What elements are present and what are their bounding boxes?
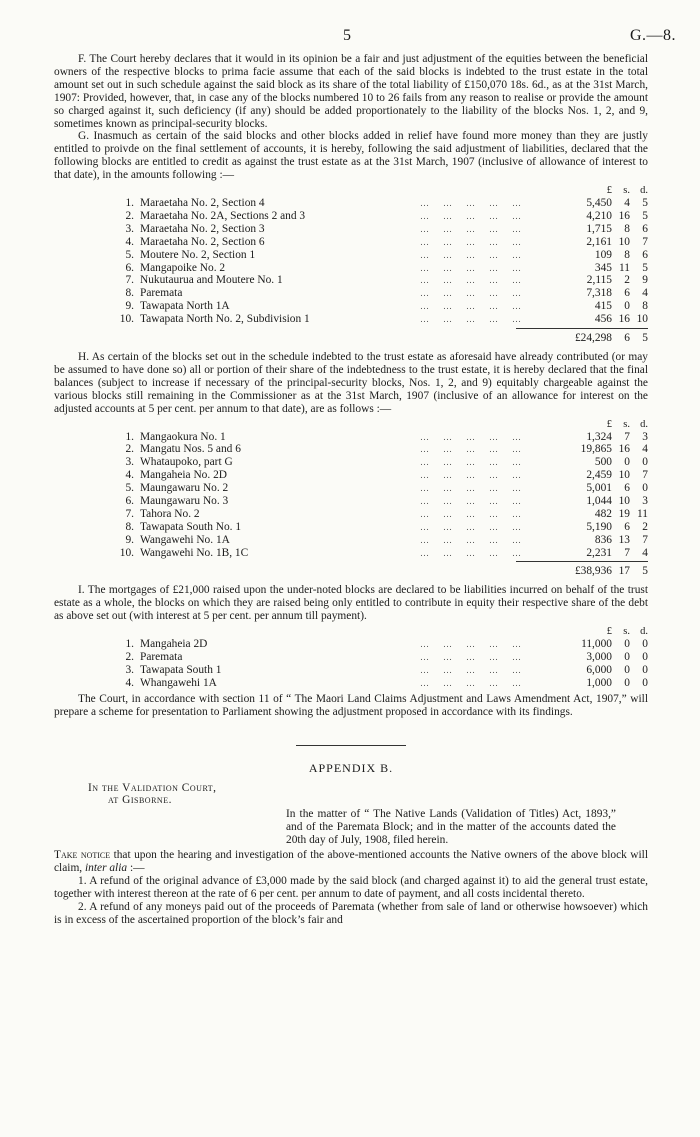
amount-shillings: 2 <box>624 274 630 287</box>
schedule-row <box>112 638 648 651</box>
amount <box>560 236 648 249</box>
section-divider <box>296 745 406 746</box>
leader-dots: …………… <box>420 444 535 455</box>
block-name: Tawapata North 1A <box>140 300 230 313</box>
amount <box>560 508 648 521</box>
amount-shillings: 10 <box>618 494 630 507</box>
claim-item-1: 1. A refund of the original advance of £3,000 made by the said block (and charged against it) to aid the general trust estate, together with interest thereon at the rate of 6 per cent. per annum to date of payment, and all costs incidental thereto. <box>54 875 648 901</box>
paragraph-f: F. The Court hereby declares that it would in its opinion be a fair and just adjustment of the equities between the beneficial owners of the respective blocks to prima facie assume that each of the said blocks is indebted to the trust estate in the total amount set out in such schedule against the said block as its share of the total liability of £150,070 18s. 6d., as at the 31st March, 1907: Provided, however, that, in case any of the blocks numbered 10 to 26 fails from any reason to realise or provide the amount so charged against it, such deficiency (if any) should be added proportionately to the liability of the blocks Nos. 1, 2, and 9, sometimes known as principal-security blocks. <box>54 53 648 130</box>
block-name: Paremata <box>140 651 183 664</box>
amount-pence: 0 <box>642 663 648 676</box>
amount-pence: 3 <box>642 494 648 507</box>
amount-shillings: 8 <box>624 248 630 261</box>
row-number: 6. <box>125 261 134 274</box>
amount-pence: 11 <box>637 507 648 520</box>
amount-pounds: 5,450 <box>586 197 612 210</box>
amount-pounds: 2,161 <box>586 235 612 248</box>
amount-pence: 2 <box>642 520 648 533</box>
amount-shillings: 6 <box>624 287 630 300</box>
amount-pence: 0 <box>642 676 648 689</box>
amount-pounds: 456 <box>594 313 612 326</box>
block-name: Mangaheia No. 2D <box>140 469 227 482</box>
leader-dots: …………… <box>420 198 535 209</box>
leader-dots: …………… <box>420 677 535 688</box>
court-line-1: In the Validation Court, <box>88 782 217 795</box>
total-shillings: 6 <box>624 331 630 344</box>
amount-shillings: 7 <box>624 430 630 443</box>
block-name: Whataupoko, part G <box>140 456 233 469</box>
paragraph-i: I. The mortgages of £21,000 raised upon the under-noted blocks are declared to be liabilities incurred on behalf of the trust estate as a whole, the blocks on which they are raised being only entitled to contribute in equity their respective share of the debt as above set out (with interest at 5 per cent. per annum till payment). <box>54 584 648 623</box>
block-name: Maungawaru No. 3 <box>140 494 229 507</box>
amount-shillings: 0 <box>624 676 630 689</box>
notice-paragraph <box>54 849 648 875</box>
amount-pounds: 500 <box>594 456 612 469</box>
amount-shillings: 8 <box>624 222 630 235</box>
amount-pence: 0 <box>642 456 648 469</box>
leader-dots: …………… <box>420 652 535 663</box>
schedule-row <box>112 469 648 482</box>
row-number: 10. <box>119 313 134 326</box>
row-number: 9. <box>125 300 134 313</box>
amount-pounds: 1,044 <box>586 494 612 507</box>
schedule-row <box>112 210 648 223</box>
amount <box>560 249 648 262</box>
row-number: 5. <box>125 482 134 495</box>
schedule-h <box>112 419 648 581</box>
row-number: 1. <box>125 430 134 443</box>
schedule-row <box>112 677 648 690</box>
amount-shillings: 13 <box>618 533 630 546</box>
amount-shillings: 11 <box>619 261 630 274</box>
schedule-row <box>112 651 648 664</box>
schedule-row <box>112 534 648 547</box>
row-number: 1. <box>125 638 134 651</box>
block-name: Mangaheia 2D <box>140 638 208 651</box>
row-number: 3. <box>125 663 134 676</box>
paragraph-g: G. Inasmuch as certain of the said blocks and other blocks added in relief have found more money than they are justly entitled to proivde on the final settlement of accounts, it is hereby, following the said adjustment of liabilities, declared that the following blocks are entitled to credit as against the trust estate as at the 31st March, 1907 (inclusive of allowance of interest to that date), in the amounts following :— <box>54 130 648 182</box>
pounds-header: £ <box>606 626 612 638</box>
schedule-row <box>112 249 648 262</box>
amount-shillings: 6 <box>624 520 630 533</box>
amount-pounds: 4,210 <box>586 209 612 222</box>
schedule-row <box>112 197 648 210</box>
row-number: 2. <box>125 443 134 456</box>
amount-pence: 9 <box>642 274 648 287</box>
amount <box>560 651 648 664</box>
leader-dots: …………… <box>420 495 535 506</box>
leader-dots: …………… <box>420 249 535 260</box>
block-name: Tawapata North No. 2, Subdivision 1 <box>140 313 310 326</box>
amount-pence: 6 <box>642 248 648 261</box>
amount-shillings: 19 <box>618 507 630 520</box>
amount <box>560 262 648 275</box>
block-name: Wangawehi No. 1A <box>140 533 230 546</box>
amount-pounds: 5,001 <box>586 482 612 495</box>
amount <box>560 482 648 495</box>
notice-lead: Take notice <box>54 849 111 862</box>
leader-dots: …………… <box>420 314 535 325</box>
amount-pounds: 415 <box>594 300 612 313</box>
amount-pence: 6 <box>642 222 648 235</box>
block-name: Tahora No. 2 <box>140 507 200 520</box>
amount-pence: 8 <box>642 300 648 313</box>
leader-dots: …………… <box>420 236 535 247</box>
amount <box>560 547 648 560</box>
total-pence: 5 <box>642 565 648 578</box>
row-number: 2. <box>125 651 134 664</box>
schedule-row <box>112 274 648 287</box>
block-name: Mangapoike No. 2 <box>140 261 226 274</box>
block-name: Mangaokura No. 1 <box>140 430 226 443</box>
schedule-row <box>112 482 648 495</box>
leader-dots: …………… <box>420 521 535 532</box>
total-pounds: £38,936 <box>574 565 612 578</box>
pence-header: d. <box>640 626 648 638</box>
amount <box>560 431 648 444</box>
page-header <box>0 27 700 47</box>
amount <box>560 287 648 300</box>
amount-shillings: 7 <box>624 546 630 559</box>
pence-header: d. <box>640 185 648 197</box>
schedule-row <box>112 262 648 275</box>
total-pence: 5 <box>642 331 648 344</box>
amount-shillings: 0 <box>624 456 630 469</box>
amount-pence: 5 <box>642 261 648 274</box>
amount-pounds: 2,459 <box>586 469 612 482</box>
amount-shillings: 16 <box>618 443 630 456</box>
amount-pence: 3 <box>642 430 648 443</box>
amount <box>560 274 648 287</box>
page-number: 5 <box>343 27 351 44</box>
schedule-row <box>112 508 648 521</box>
amount <box>560 495 648 508</box>
schedule-row <box>112 521 648 534</box>
amount-pounds: 1,715 <box>586 222 612 235</box>
amount <box>560 521 648 534</box>
schedule-row <box>112 664 648 677</box>
amount <box>560 300 648 313</box>
row-number: 2. <box>125 209 134 222</box>
paragraph-court: The Court, in accordance with section 11 of “ The Maori Land Claims Adjustment and Laws Amendment Act, 1907,” will prepare a scheme for presentation to Parliament showing the adjustment proposed in accordance with its findings. <box>54 692 648 718</box>
amount-shillings: 16 <box>618 209 630 222</box>
document-reference: G.—8. <box>629 27 676 44</box>
document-body <box>54 53 648 927</box>
matter-statement: In the matter of “ The Native Lands (Validation of Titles) Act, 1893,” and of the Paremata Block; and in the matter of the accounts dated the 20th day of July, 1908, filed herein. <box>286 808 616 847</box>
leader-dots: …………… <box>420 210 535 221</box>
amount-pence: 0 <box>642 638 648 651</box>
leader-dots: …………… <box>420 483 535 494</box>
amount-shillings: 10 <box>618 235 630 248</box>
schedule-row <box>112 313 648 326</box>
amount-pounds: 1,000 <box>586 676 612 689</box>
amount <box>560 210 648 223</box>
schedule-i <box>112 626 648 690</box>
amount-shillings: 0 <box>624 651 630 664</box>
schedule-g <box>112 185 648 347</box>
appendix-title: APPENDIX B. <box>308 760 394 775</box>
amount-pence: 7 <box>642 469 648 482</box>
row-number: 7. <box>125 507 134 520</box>
schedule-total <box>112 562 648 580</box>
row-number: 8. <box>125 287 134 300</box>
schedule-row <box>112 443 648 456</box>
amount-shillings: 16 <box>618 313 630 326</box>
amount-shillings: 6 <box>624 482 630 495</box>
leader-dots: …………… <box>420 288 535 299</box>
pounds-header: £ <box>606 418 612 430</box>
row-number: 10. <box>119 546 134 559</box>
row-number: 4. <box>125 676 134 689</box>
amount-pence: 4 <box>642 443 648 456</box>
leader-dots: …………… <box>420 534 535 545</box>
amount-pounds: 836 <box>594 533 612 546</box>
schedule-total <box>112 329 648 347</box>
amount <box>560 223 648 236</box>
schedule-row <box>112 300 648 313</box>
currency-header <box>112 419 648 431</box>
amount <box>560 638 648 651</box>
schedule-row <box>112 495 648 508</box>
row-number: 1. <box>125 197 134 210</box>
claim-item-2: 2. A refund of any moneys paid out of the proceeds of Paremata (whether from sale of land or otherwise howsoever) which is in excess of the ascertained proportion of the block’s fair and <box>54 901 648 926</box>
block-name: Maungawaru No. 2 <box>140 482 229 495</box>
leader-dots: …………… <box>420 275 535 286</box>
leader-dots: …………… <box>420 639 535 650</box>
amount <box>560 534 648 547</box>
schedule-row <box>112 236 648 249</box>
block-name: Wangawehi No. 1B, 1C <box>140 546 249 559</box>
total-shillings: 17 <box>618 565 630 578</box>
block-name: Tawapata South 1 <box>140 663 222 676</box>
amount-pence: 0 <box>642 482 648 495</box>
block-name: Maraetaha No. 2, Section 4 <box>140 197 265 210</box>
row-number: 7. <box>125 274 134 287</box>
schedule-row <box>112 547 648 560</box>
leader-dots: …………… <box>420 457 535 468</box>
amount-pounds: 2,231 <box>586 546 612 559</box>
block-name: Mangatu Nos. 5 and 6 <box>140 443 241 456</box>
amount-pounds: 345 <box>594 261 612 274</box>
row-number: 8. <box>125 520 134 533</box>
amount-pounds: 1,324 <box>586 430 612 443</box>
amount-shillings: 10 <box>618 469 630 482</box>
schedule-row <box>112 456 648 469</box>
notice-end: :— <box>127 862 145 875</box>
total-pounds: £24,298 <box>574 331 612 344</box>
amount-pence: 4 <box>642 287 648 300</box>
notice-body: that upon the hearing and investigation of the above-mentioned accounts the Native owners of the above block will claim, <box>54 849 648 875</box>
amount-pence: 7 <box>642 235 648 248</box>
paragraph-h: H. As certain of the blocks set out in the schedule indebted to the trust estate as aforesaid have already contributed (or may be assumed to have done so) all or portion of their share of the indebtedness to the trust estate, it is hereby declared that the final balances (subject to increase if necessary of the principal-security blocks, Nos. 1, 2, and 9) equitably chargeable against the various blocks still remaining in the Commissioner as at the 31st March, 1907 (inclusive of an allowance for interest on the adjusted accounts at 5 per cent. per annum to that date), are as follows :— <box>54 350 648 415</box>
amount-pounds: 19,865 <box>580 443 612 456</box>
amount <box>560 443 648 456</box>
amount-pounds: 6,000 <box>586 663 612 676</box>
amount <box>560 313 648 326</box>
row-number: 9. <box>125 533 134 546</box>
block-name: Moutere No. 2, Section 1 <box>140 248 256 261</box>
amount-shillings: 0 <box>624 663 630 676</box>
shillings-header: s. <box>623 626 630 638</box>
leader-dots: …………… <box>420 547 535 558</box>
block-name: Nukutaurua and Moutere No. 1 <box>140 274 283 287</box>
row-number: 6. <box>125 494 134 507</box>
leader-dots: …………… <box>420 262 535 273</box>
amount <box>560 664 648 677</box>
amount-pence: 0 <box>642 651 648 664</box>
amount-shillings: 0 <box>624 300 630 313</box>
amount-pounds: 482 <box>594 507 612 520</box>
amount-pence: 5 <box>642 209 648 222</box>
amount-pence: 5 <box>642 197 648 210</box>
row-number: 5. <box>125 248 134 261</box>
court-line-2: at Gisborne. <box>108 794 172 807</box>
leader-dots: …………… <box>420 223 535 234</box>
amount-shillings: 4 <box>624 197 630 210</box>
pence-header: d. <box>640 418 648 430</box>
court-heading <box>88 782 648 806</box>
schedule-row <box>112 223 648 236</box>
block-name: Maraetaha No. 2, Section 6 <box>140 235 265 248</box>
amount-shillings: 0 <box>624 638 630 651</box>
amount-pounds: 2,115 <box>586 274 612 287</box>
leader-dots: …………… <box>420 301 535 312</box>
block-name: Maraetaha No. 2, Section 3 <box>140 222 265 235</box>
leader-dots: …………… <box>420 664 535 675</box>
amount <box>560 469 648 482</box>
pounds-header: £ <box>606 185 612 197</box>
amount-pence: 10 <box>636 313 648 326</box>
schedule-row <box>112 431 648 444</box>
shillings-header: s. <box>623 418 630 430</box>
currency-header <box>112 626 648 638</box>
row-number: 3. <box>125 222 134 235</box>
currency-header <box>112 185 648 197</box>
amount-pounds: 3,000 <box>586 651 612 664</box>
amount <box>560 456 648 469</box>
amount-pence: 7 <box>642 533 648 546</box>
amount <box>560 677 648 690</box>
leader-dots: …………… <box>420 508 535 519</box>
amount-pence: 4 <box>642 546 648 559</box>
leader-dots: …………… <box>420 470 535 481</box>
amount-pounds: 7,318 <box>586 287 612 300</box>
row-number: 4. <box>125 469 134 482</box>
amount-pounds: 109 <box>594 248 612 261</box>
notice-emphasis: inter alia <box>85 862 128 875</box>
row-number: 4. <box>125 235 134 248</box>
shillings-header: s. <box>623 185 630 197</box>
block-name: Maraetaha No. 2A, Sections 2 and 3 <box>140 209 306 222</box>
amount-pounds: 5,190 <box>586 520 612 533</box>
block-name: Whangawehi 1A <box>140 676 217 689</box>
schedule-row <box>112 287 648 300</box>
leader-dots: …………… <box>420 431 535 442</box>
block-name: Paremata <box>140 287 183 300</box>
amount-pounds: 11,000 <box>581 638 612 651</box>
block-name: Tawapata South No. 1 <box>140 520 242 533</box>
row-number: 3. <box>125 456 134 469</box>
amount <box>560 197 648 210</box>
